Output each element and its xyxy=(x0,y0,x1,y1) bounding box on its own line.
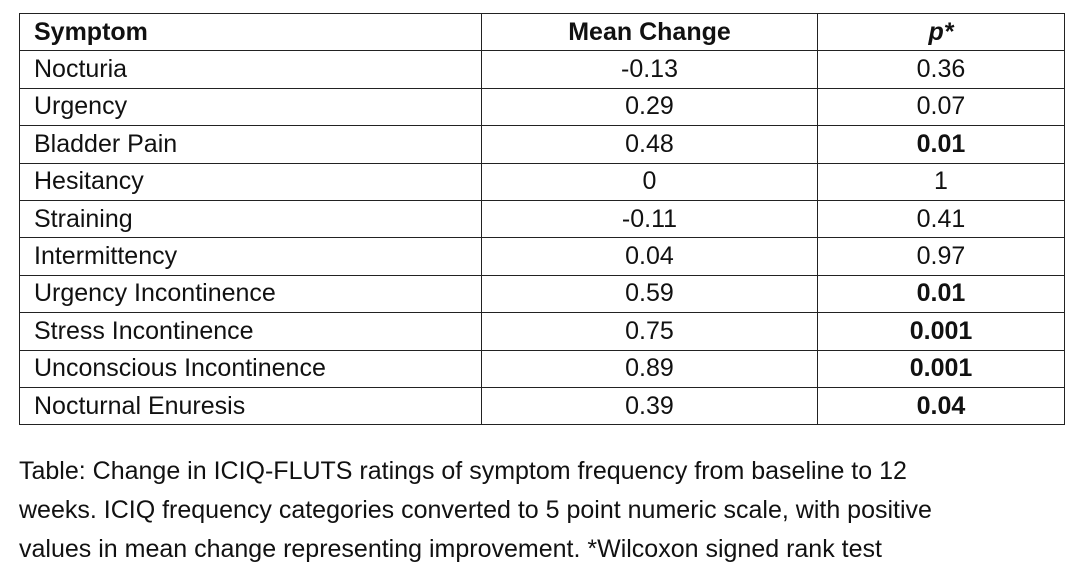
p-value-cell: 0.07 xyxy=(818,88,1065,125)
symptom-cell: Straining xyxy=(20,200,482,237)
mean-change-cell: -0.13 xyxy=(482,51,818,88)
symptom-cell: Unconscious Incontinence xyxy=(20,350,482,387)
table-caption xyxy=(19,452,1069,569)
symptom-cell: Intermittency xyxy=(20,238,482,275)
mean-change-cell: 0.59 xyxy=(482,275,818,312)
mean-change-cell: 0 xyxy=(482,163,818,200)
symptom-cell: Hesitancy xyxy=(20,163,482,200)
table-row xyxy=(20,126,1065,163)
p-value-cell: 0.001 xyxy=(818,313,1065,350)
header-symptom: Symptom xyxy=(20,14,482,51)
table-row xyxy=(20,387,1065,424)
symptom-cell: Stress Incontinence xyxy=(20,313,482,350)
mean-change-cell: 0.29 xyxy=(482,88,818,125)
mean-change-cell: 0.39 xyxy=(482,387,818,424)
table-row xyxy=(20,350,1065,387)
table-header-row xyxy=(20,14,1065,51)
p-value-cell: 0.001 xyxy=(818,350,1065,387)
p-value-cell: 0.41 xyxy=(818,200,1065,237)
table-row xyxy=(20,88,1065,125)
caption-line-1: Table: Change in ICIQ-FLUTS ratings of symptom frequency from baseline to 12 xyxy=(19,457,907,485)
mean-change-cell: 0.48 xyxy=(482,126,818,163)
caption-line-2: weeks. ICIQ frequency categories converted to 5 point numeric scale, with positive xyxy=(19,496,932,524)
header-p-value: p* xyxy=(818,14,1065,51)
symptom-change-table xyxy=(19,13,1065,425)
p-value-cell: 0.97 xyxy=(818,238,1065,275)
mean-change-cell: 0.04 xyxy=(482,238,818,275)
table-row xyxy=(20,51,1065,88)
table-row xyxy=(20,163,1065,200)
header-mean-change: Mean Change xyxy=(482,14,818,51)
table-row xyxy=(20,238,1065,275)
caption-line-3: values in mean change representing improvement. *Wilcoxon signed rank test xyxy=(19,535,882,563)
symptom-cell: Bladder Pain xyxy=(20,126,482,163)
mean-change-cell: 0.89 xyxy=(482,350,818,387)
mean-change-cell: 0.75 xyxy=(482,313,818,350)
symptom-cell: Nocturia xyxy=(20,51,482,88)
p-value-cell: 0.01 xyxy=(818,275,1065,312)
results-table-container xyxy=(19,13,1064,425)
mean-change-cell: -0.11 xyxy=(482,200,818,237)
p-value-cell: 0.04 xyxy=(818,387,1065,424)
table-row xyxy=(20,200,1065,237)
symptom-cell: Urgency xyxy=(20,88,482,125)
p-value-cell: 0.01 xyxy=(818,126,1065,163)
symptom-cell: Urgency Incontinence xyxy=(20,275,482,312)
p-value-cell: 0.36 xyxy=(818,51,1065,88)
p-value-cell: 1 xyxy=(818,163,1065,200)
symptom-cell: Nocturnal Enuresis xyxy=(20,387,482,424)
table-row xyxy=(20,313,1065,350)
table-row xyxy=(20,275,1065,312)
